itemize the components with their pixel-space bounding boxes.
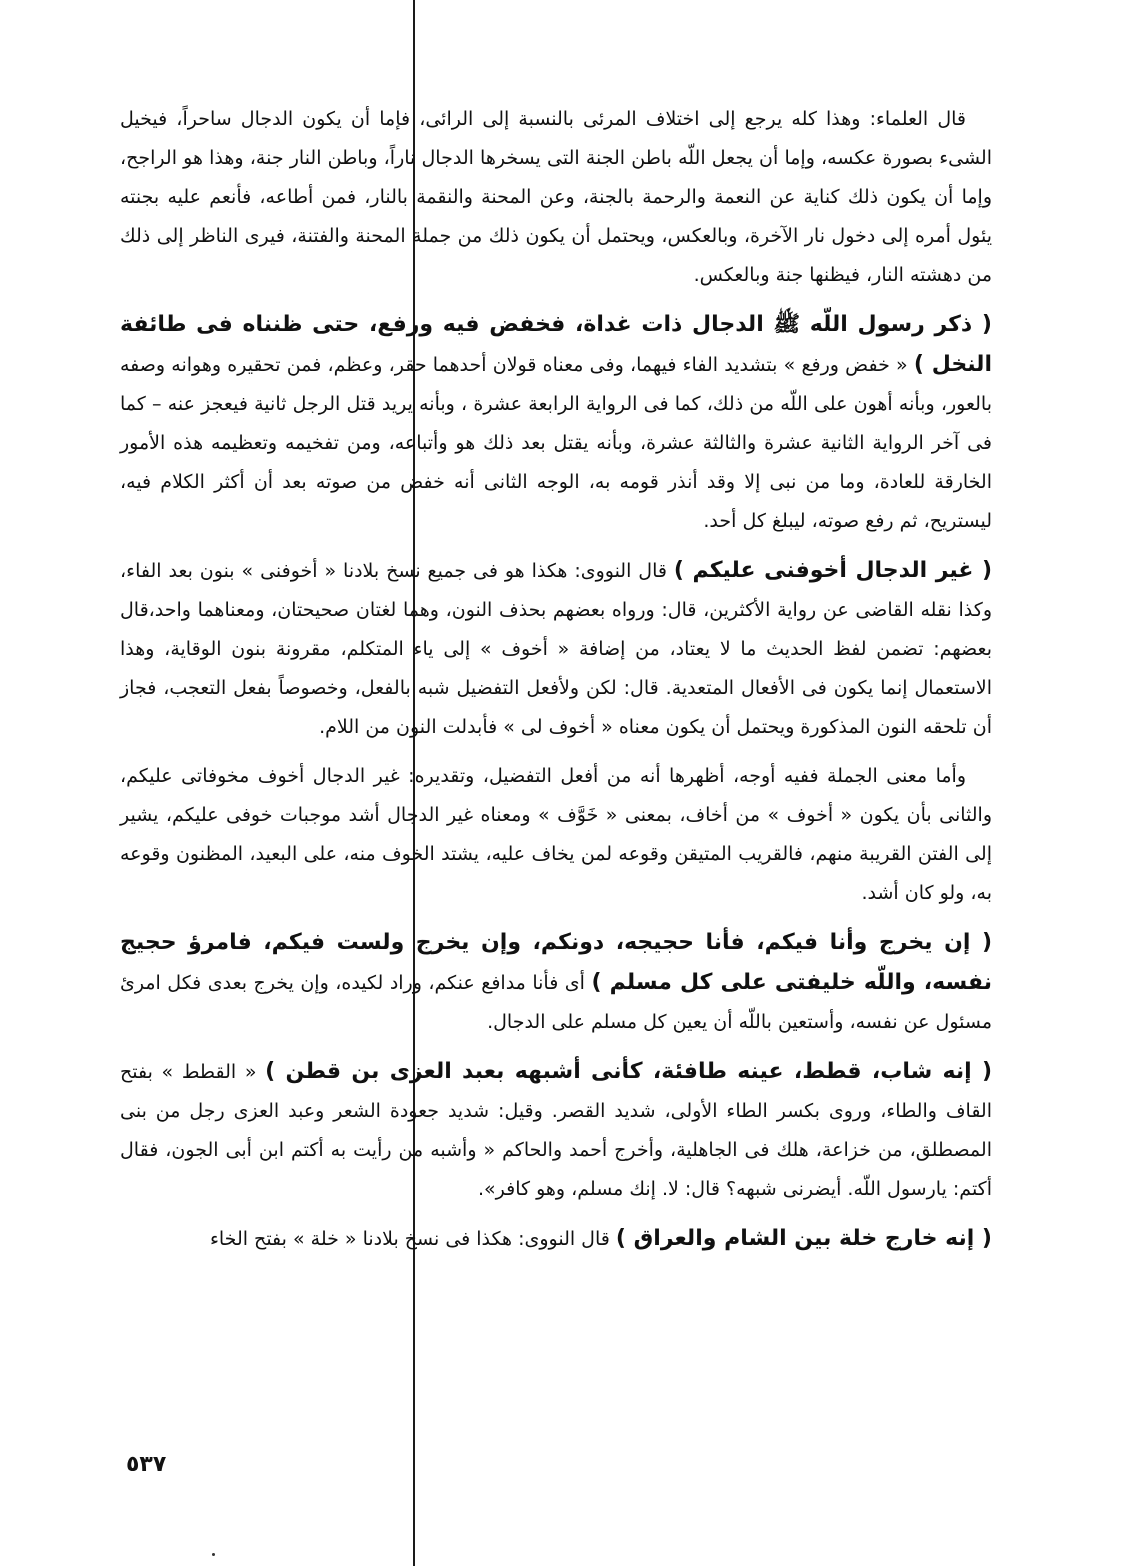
scan-speck bbox=[212, 1553, 215, 1556]
paragraph-3 bbox=[120, 551, 992, 747]
paragraph-6 bbox=[120, 1052, 992, 1209]
paragraph-4-text: وأما معنى الجملة ففيه أوجه، أظهرها أنه من أفعل التفضيل، وتقديره: غير الدجال أخوف مخوفاتى عليكم، والثانى بأن يكون « أخوف » من أخاف، بمعنى « خَوَّف » ومعناه غير الدجال أشد موجبات خوفى عليكم، يشير إلى الفتن القريبة منهم، فالقريب المتيقن وقوعه لمن يخاف عليه، يشتد الخوف منه، على البعيد، المظنون وقوعه به، ولو كان أشد. bbox=[120, 765, 992, 904]
paragraph-1-text: قال العلماء: وهذا كله يرجع إلى اختلاف المرئى بالنسبة إلى الرائى، فإما أن يكون الدجال ساحراً، فيخيل الشىء بصورة عكسه، وإما أن يجعل اللّه باطن الجنة التى يسخرها الدجال ناراً، وباطن النار جنة، وهذا هو الراجح، وإما أن يكون ذلك كناية عن النعمة والرحمة بالجنة، وعن المحنة والنقمة بالنار، فمن أطاعه، فأنعم عليه بجنته يئول أمره إلى دخول نار الآخرة، وبالعكس، ويحتمل أن يكون ذلك من جملة المحنة والفتنة، فيرى الناظر إلى ذلك من دهشته النار، فيظنها جنة وبالعكس. bbox=[120, 108, 992, 286]
paragraph-2-text: « خفض ورفع » بتشديد الفاء فيهما، وفى معناه قولان أحدهما حقر، وعظم، فمن تحقيره وهوانه وصفه بالعور، وبأنه أهون على اللّه من ذلك، كما فى الرواية الرابعة عشرة ، وبأنه يريد قتل الرجل ثانية فيعجز عنه – كما فى آخر الرواية الثانية عشرة والثالثة عشرة، وبأنه يقتل بعد ذلك هو وأتباعه، ومن تفخيمه وتعظيمه هذه الأمور الخارقة للعادة، وما من نبى إلا وقد أنذر قومه به، الوجه الثانى أنه خفض من صوته بعد أن أكثر الكلام فيه، ليستريح، ثم رفع صوته، ليبلغ كل أحد. bbox=[120, 354, 992, 532]
paragraph-2-heading: ( ذكر رسول اللّه ﷺ الدجال ذات غداة، فخفض فيه ورفع، حتى ظنناه فى طائفة النخل ) bbox=[120, 312, 992, 377]
paragraph-7-heading: ( إنه خارج خلة بين الشام والعراق ) bbox=[615, 1226, 992, 1251]
paragraph-7-text: قال النووى: هكذا فى نسخ بلادنا « خلة » بفتح الخاء bbox=[209, 1228, 616, 1250]
page-number: ٥٣٧ bbox=[126, 1452, 167, 1477]
paragraph-6-heading: ( إنه شاب، قطط، عينه طافئة، كأنى أشبهه بعبد العزى بن قطن ) bbox=[265, 1059, 992, 1084]
paragraph-3-text: قال النووى: هكذا هو فى جميع نسخ بلادنا « أخوفنى » بنون بعد الفاء، وكذا نقله القاضى عن رواية الأكثرين، قال: ورواه بعضهم بحذف النون، وهما لغتان صحيحتان، ومعناهما واحد،قال بعضهم: تضمن لفظ الحديث ما لا يعتاد، من إضافة « أخوف » إلى ياء المتكلم، مقرونة بنون الوقاية، وهذا الاستعمال إنما يكون فى الأفعال المتعدية. قال: لكن ولأفعل التفضيل شبه بالفعل، وخصوصاً بفعل التعجب، فجاز أن تلحقه النون المذكورة ويحتمل أن يكون معناه « أخوف لى » فأبدلت النون من اللام. bbox=[120, 560, 992, 738]
page-body bbox=[120, 100, 992, 1259]
paragraph-6-text: « القطط » بفتح القاف والطاء، وروى بكسر الطاء الأولى، شديد القصر. وقيل: شديد جعودة الشعر وعبد العزى رجل من بنى المصطلق، من خزاعة، هلك فى الجاهلية، وأخرج أحمد والحاكم « وأشبه من رأيت به أكتم ابن أبى الجون، فقال أكتم: يارسول اللّه. أيضرنى شبهه؟ قال: لا. إنك مسلم، وهو كافر». bbox=[120, 1061, 992, 1200]
paragraph-2 bbox=[120, 305, 992, 541]
paragraph-1 bbox=[120, 100, 992, 295]
paragraph-5 bbox=[120, 923, 992, 1042]
paragraph-5-text: أى فأنا مدافع عنكم، وراد لكيده، وإن يخرج بعدى فكل امرئ مسئول عن نفسه، وأستعين باللّه أن يعين كل مسلم على الدجال. bbox=[120, 972, 992, 1033]
paragraph-7 bbox=[120, 1219, 992, 1259]
paragraph-5-heading: ( إن يخرج وأنا فيكم، فأنا حجيجه، دونكم، وإن يخرج ولست فيكم، فامرؤ حجيج نفسه، واللّه خليفتى على كل مسلم ) bbox=[120, 930, 992, 995]
paragraph-4 bbox=[120, 757, 992, 913]
paragraph-3-heading: ( غير الدجال أخوفنى عليكم ) bbox=[673, 558, 993, 583]
